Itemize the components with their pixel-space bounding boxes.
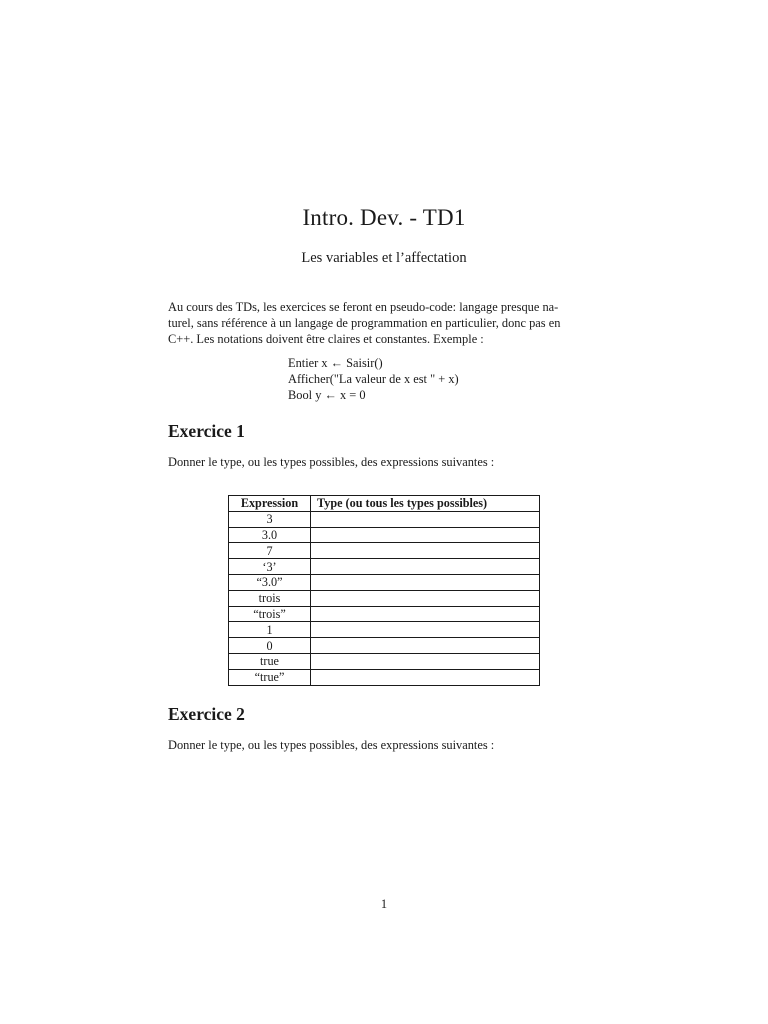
expression-cell: “true” xyxy=(229,669,311,685)
type-answer-cell xyxy=(311,574,540,590)
page-subtitle: Les variables et l’affectation xyxy=(301,250,467,266)
table-row xyxy=(229,543,540,559)
intro-line: C++. Les notations doivent être claires et constantes. Exemple : xyxy=(168,332,484,346)
type-answer-cell xyxy=(311,527,540,543)
expression-cell: 3.0 xyxy=(229,527,311,543)
exercise-2-prompt: Donner le type, ou les types possibles, des expressions suivantes : xyxy=(168,738,495,752)
exercise-2-heading: Exercice 2 xyxy=(168,704,245,724)
column-header-expression: Expression xyxy=(229,496,311,512)
type-answer-cell xyxy=(311,606,540,622)
type-answer-cell xyxy=(311,543,540,559)
type-answer-cell xyxy=(311,559,540,575)
table-header-row xyxy=(229,496,540,512)
expression-cell: “trois” xyxy=(229,606,311,622)
expression-cell: true xyxy=(229,653,311,669)
page-title: Intro. Dev. - TD1 xyxy=(302,205,466,230)
expression-cell: ‘3’ xyxy=(229,559,311,575)
type-answer-cell xyxy=(311,622,540,638)
table-row xyxy=(229,653,540,669)
type-answer-cell xyxy=(311,653,540,669)
table-row xyxy=(229,590,540,606)
type-answer-cell xyxy=(311,590,540,606)
expression-cell: “3.0” xyxy=(229,574,311,590)
table-row xyxy=(229,527,540,543)
expression-cell: trois xyxy=(229,590,311,606)
column-header-type: Type (ou tous les types possibles) xyxy=(311,496,540,512)
type-answer-cell xyxy=(311,638,540,654)
table-row xyxy=(229,638,540,654)
intro-paragraph xyxy=(168,299,600,347)
table-row xyxy=(229,622,540,638)
pseudo-code-example xyxy=(288,355,459,403)
type-answer-cell xyxy=(311,511,540,527)
table-row xyxy=(229,574,540,590)
expression-type-table xyxy=(228,495,540,686)
type-answer-cell xyxy=(311,669,540,685)
expression-cell: 3 xyxy=(229,511,311,527)
expression-cell: 7 xyxy=(229,543,311,559)
table-row xyxy=(229,511,540,527)
expression-cell: 0 xyxy=(229,638,311,654)
exercise-1-prompt: Donner le type, ou les types possibles, des expressions suivantes : xyxy=(168,455,495,469)
expression-cell: 1 xyxy=(229,622,311,638)
code-line: Entier x ← Saisir() xyxy=(288,356,383,370)
code-line: Afficher("La valeur de x est " + x) xyxy=(288,372,459,386)
intro-line: Au cours des TDs, les exercices se feront en pseudo-code: langage presque na- xyxy=(168,300,559,314)
page-number: 1 xyxy=(380,897,388,911)
exercise-1-heading: Exercice 1 xyxy=(168,421,245,441)
table-row xyxy=(229,559,540,575)
table-row xyxy=(229,669,540,685)
intro-line: turel, sans référence à un langage de programmation en particulier, donc pas en xyxy=(168,316,561,330)
table-row xyxy=(229,606,540,622)
code-line: Bool y ← x = 0 xyxy=(288,388,366,402)
